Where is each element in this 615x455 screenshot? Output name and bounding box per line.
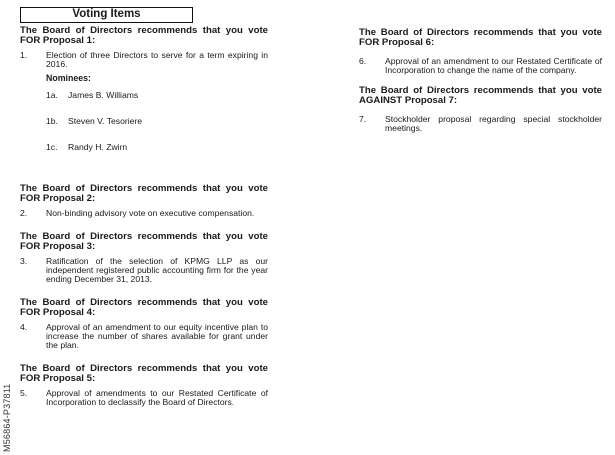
proposal-6-heading: The Board of Directors recommends that you vote FOR Proposal 6:: [359, 27, 602, 48]
proposal-5-number: 5.: [20, 388, 28, 398]
proposal-6-section: [359, 28, 602, 75]
proposal-2-section: [20, 184, 268, 218]
nominee-1c: [20, 143, 268, 152]
proposal-5-item: [20, 389, 268, 407]
proposal-7-heading: The Board of Directors recommends that you vote AGAINST Proposal 7:: [359, 85, 602, 106]
proposal-3-heading: The Board of Directors recommends that you vote FOR Proposal 3:: [20, 231, 268, 252]
proposal-2-heading: The Board of Directors recommends that you vote FOR Proposal 2:: [20, 183, 268, 204]
proposal-1-item: [20, 51, 268, 69]
proposal-3-item: [20, 257, 268, 284]
proposal-1-heading: The Board of Directors recommends that you vote FOR Proposal 1:: [20, 25, 268, 46]
proposal-2-number: 2.: [20, 208, 28, 218]
proposal-6-item: [359, 57, 602, 75]
nominee-number: 1b.: [46, 116, 58, 126]
proposal-5-text: Approval of amendments to our Restated Certificate of Incorporation to declassify the Board of Directors.: [46, 388, 268, 407]
proposal-4-item: [20, 323, 268, 350]
voting-items-title: Voting Items: [20, 7, 193, 23]
nominee-name: Randy H. Zwirn: [68, 142, 128, 152]
proposal-2-item: [20, 209, 268, 218]
nominee-1b: [20, 117, 268, 126]
proposal-1-text: Election of three Directors to serve for a term expiring in 2016.: [46, 50, 268, 69]
nominee-1a: [20, 91, 268, 100]
proposal-4-text: Approval of an amendment to our equity incentive plan to increase the number of shares available for grant under the plan.: [46, 322, 268, 350]
form-code-label: M56864-P37811: [2, 383, 12, 452]
proposal-5-section: [20, 364, 268, 407]
proposal-1-section: [20, 26, 268, 152]
nominees-label: Nominees:: [46, 73, 91, 83]
nominee-number: 1c.: [46, 142, 58, 152]
nominee-name: James B. Williams: [68, 90, 139, 100]
left-column: [20, 26, 268, 407]
proposal-3-section: [20, 232, 268, 284]
proposal-4-section: [20, 298, 268, 350]
proposal-3-text: Ratification of the selection of KPMG LLP as our independent registered public accounting firm for the year ending December 31, 2013.: [46, 256, 268, 284]
nominee-number: 1a.: [46, 90, 58, 100]
proposal-4-number: 4.: [20, 322, 28, 332]
nominee-name: Steven V. Tesoriere: [68, 116, 143, 126]
proposal-1-number: 1.: [20, 50, 28, 60]
proposal-5-heading: The Board of Directors recommends that you vote FOR Proposal 5:: [20, 363, 268, 384]
proposal-7-item: [359, 115, 602, 133]
proposal-3-number: 3.: [20, 256, 28, 266]
proposal-2-text: Non-binding advisory vote on executive compensation.: [46, 208, 255, 218]
proposal-7-section: [359, 86, 602, 133]
proposal-6-text: Approval of an amendment to our Restated Certificate of Incorporation to change the name of the company.: [385, 56, 602, 75]
proposal-7-text: Stockholder proposal regarding special stockholder meetings.: [385, 114, 602, 133]
proposal-4-heading: The Board of Directors recommends that you vote FOR Proposal 4:: [20, 297, 268, 318]
proposal-6-number: 6.: [359, 56, 367, 66]
right-column: [359, 28, 602, 133]
proposal-7-number: 7.: [359, 114, 367, 124]
